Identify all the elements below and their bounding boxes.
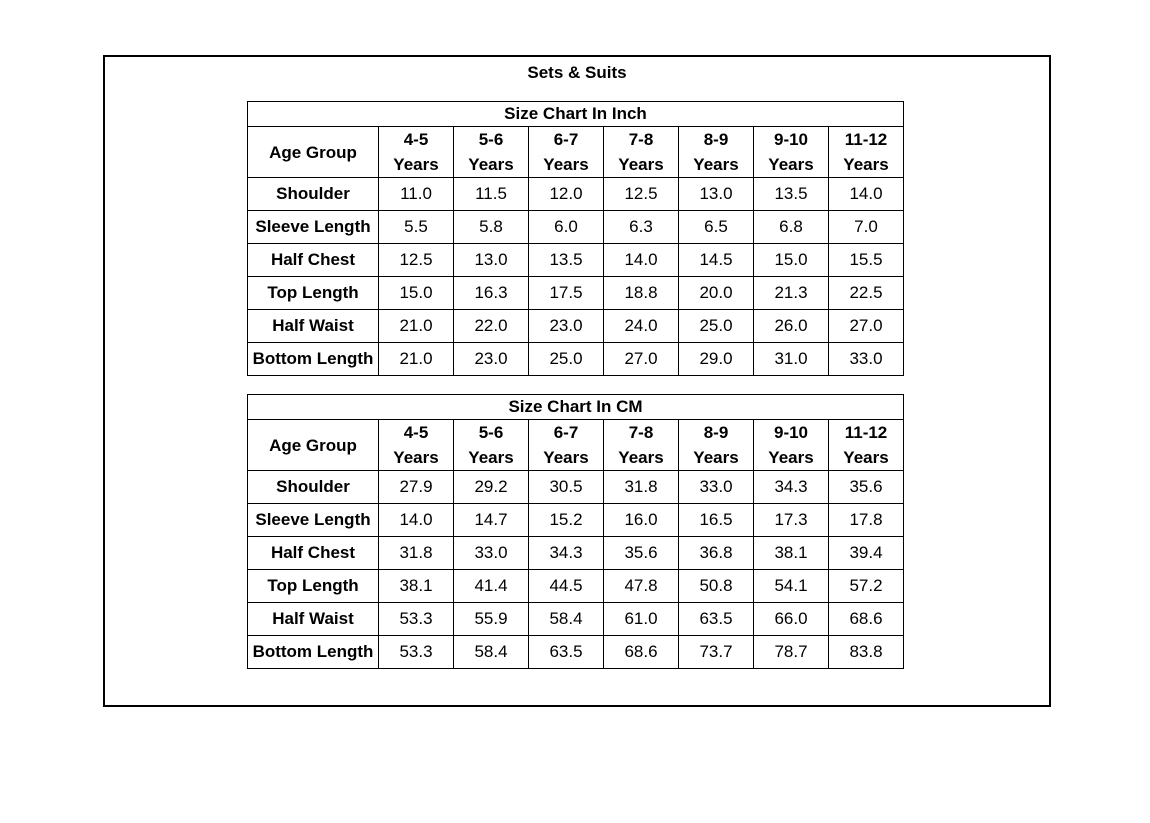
- table-row: [248, 537, 904, 570]
- age-group-column-header: [529, 420, 604, 471]
- table-header-row: [248, 127, 904, 178]
- age-unit: Years: [843, 155, 889, 174]
- measurement-value: 30.5: [529, 471, 604, 504]
- age-unit: Years: [618, 155, 664, 174]
- table-caption-row: [248, 102, 904, 127]
- age-group-header: Age Group: [248, 127, 379, 178]
- measurement-value: 5.5: [379, 211, 454, 244]
- measurement-value: 20.0: [679, 277, 754, 310]
- measurement-value: 14.0: [829, 178, 904, 211]
- age-range: 9-10: [773, 130, 809, 149]
- measurement-value: 18.8: [604, 277, 679, 310]
- table-row: [248, 277, 904, 310]
- measurement-value: 66.0: [754, 603, 829, 636]
- age-unit: Years: [618, 448, 664, 467]
- measurement-value: 47.8: [604, 570, 679, 603]
- measurement-value: 83.8: [829, 636, 904, 669]
- measurement-value: 12.5: [379, 244, 454, 277]
- measurement-value: 44.5: [529, 570, 604, 603]
- table-row: [248, 471, 904, 504]
- measurement-value: 16.0: [604, 504, 679, 537]
- measurement-value: 53.3: [379, 636, 454, 669]
- age-range: 11-12: [844, 423, 888, 442]
- measurement-value: 61.0: [604, 603, 679, 636]
- measurement-value: 78.7: [754, 636, 829, 669]
- table-row: [248, 178, 904, 211]
- age-group-column-header: [829, 127, 904, 178]
- document-title: Sets & Suits: [527, 63, 627, 82]
- age-range: 7-8: [628, 423, 654, 442]
- measurement-label: Half Chest: [248, 537, 379, 570]
- measurement-value: 15.2: [529, 504, 604, 537]
- age-group-column-header: [754, 127, 829, 178]
- measurement-value: 6.0: [529, 211, 604, 244]
- age-range: 4-5: [403, 130, 429, 149]
- measurement-value: 38.1: [379, 570, 454, 603]
- measurement-value: 13.5: [529, 244, 604, 277]
- measurement-value: 54.1: [754, 570, 829, 603]
- measurement-value: 21.3: [754, 277, 829, 310]
- measurement-value: 27.0: [604, 343, 679, 376]
- measurement-value: 14.0: [604, 244, 679, 277]
- measurement-value: 13.5: [754, 178, 829, 211]
- measurement-value: 39.4: [829, 537, 904, 570]
- measurement-value: 73.7: [679, 636, 754, 669]
- measurement-value: 13.0: [454, 244, 529, 277]
- age-range: 11-12: [844, 130, 888, 149]
- measurement-value: 35.6: [604, 537, 679, 570]
- measurement-label: Sleeve Length: [248, 504, 379, 537]
- table-row: [248, 504, 904, 537]
- age-range: 6-7: [553, 130, 579, 149]
- age-unit: Years: [393, 155, 439, 174]
- age-range: 9-10: [773, 423, 809, 442]
- measurement-value: 27.0: [829, 310, 904, 343]
- measurement-value: 21.0: [379, 343, 454, 376]
- measurement-value: 5.8: [454, 211, 529, 244]
- measurement-value: 41.4: [454, 570, 529, 603]
- age-group-column-header: [454, 420, 529, 471]
- age-group-column-header: [529, 127, 604, 178]
- measurement-value: 58.4: [529, 603, 604, 636]
- age-group-column-header: [604, 127, 679, 178]
- measurement-value: 14.5: [679, 244, 754, 277]
- measurement-value: 53.3: [379, 603, 454, 636]
- measurement-label: Half Waist: [248, 310, 379, 343]
- measurement-value: 22.0: [454, 310, 529, 343]
- measurement-label: Bottom Length: [248, 636, 379, 669]
- age-group-column-header: [679, 420, 754, 471]
- measurement-value: 23.0: [454, 343, 529, 376]
- table-row: [248, 603, 904, 636]
- age-group-column-header: [379, 127, 454, 178]
- measurement-label: Half Chest: [248, 244, 379, 277]
- measurement-value: 31.0: [754, 343, 829, 376]
- age-unit: Years: [843, 448, 889, 467]
- measurement-value: 25.0: [679, 310, 754, 343]
- measurement-value: 35.6: [829, 471, 904, 504]
- size-table-cm: [247, 394, 904, 669]
- measurement-label: Top Length: [248, 277, 379, 310]
- age-unit: Years: [768, 448, 814, 467]
- age-range: 4-5: [403, 423, 429, 442]
- measurement-value: 16.3: [454, 277, 529, 310]
- age-range: 7-8: [628, 130, 654, 149]
- measurement-value: 58.4: [454, 636, 529, 669]
- measurement-value: 14.7: [454, 504, 529, 537]
- age-group-column-header: [679, 127, 754, 178]
- measurement-value: 33.0: [829, 343, 904, 376]
- age-range: 6-7: [553, 423, 579, 442]
- measurement-value: 16.5: [679, 504, 754, 537]
- age-unit: Years: [543, 155, 589, 174]
- measurement-value: 68.6: [829, 603, 904, 636]
- measurement-value: 7.0: [829, 211, 904, 244]
- measurement-value: 63.5: [529, 636, 604, 669]
- age-group-column-header: [379, 420, 454, 471]
- measurement-value: 27.9: [379, 471, 454, 504]
- measurement-value: 17.3: [754, 504, 829, 537]
- measurement-value: 6.3: [604, 211, 679, 244]
- measurement-value: 57.2: [829, 570, 904, 603]
- measurement-value: 68.6: [604, 636, 679, 669]
- measurement-label: Shoulder: [248, 178, 379, 211]
- measurement-value: 22.5: [829, 277, 904, 310]
- age-range: 8-9: [703, 130, 729, 149]
- measurement-value: 33.0: [454, 537, 529, 570]
- table-row: [248, 211, 904, 244]
- measurement-value: 14.0: [379, 504, 454, 537]
- measurement-label: Shoulder: [248, 471, 379, 504]
- measurement-value: 29.0: [679, 343, 754, 376]
- size-chart-frame: [103, 55, 1051, 707]
- age-group-column-header: [454, 127, 529, 178]
- measurement-label: Bottom Length: [248, 343, 379, 376]
- age-range: 5-6: [478, 130, 504, 149]
- measurement-value: 11.0: [379, 178, 454, 211]
- measurement-value: 31.8: [379, 537, 454, 570]
- size-table-inch: [247, 101, 904, 376]
- age-group-column-header: [754, 420, 829, 471]
- table-caption: Size Chart In Inch: [248, 102, 904, 127]
- table-row: [248, 570, 904, 603]
- age-unit: Years: [768, 155, 814, 174]
- measurement-value: 17.8: [829, 504, 904, 537]
- measurement-value: 23.0: [529, 310, 604, 343]
- measurement-value: 55.9: [454, 603, 529, 636]
- table-caption-row: [248, 395, 904, 420]
- age-group-header: Age Group: [248, 420, 379, 471]
- age-unit: Years: [468, 155, 514, 174]
- measurement-value: 34.3: [754, 471, 829, 504]
- age-group-column-header: [829, 420, 904, 471]
- measurement-value: 26.0: [754, 310, 829, 343]
- measurement-value: 12.0: [529, 178, 604, 211]
- measurement-value: 63.5: [679, 603, 754, 636]
- measurement-value: 50.8: [679, 570, 754, 603]
- measurement-value: 6.5: [679, 211, 754, 244]
- table-row: [248, 636, 904, 669]
- measurement-value: 38.1: [754, 537, 829, 570]
- age-unit: Years: [393, 448, 439, 467]
- measurement-value: 31.8: [604, 471, 679, 504]
- measurement-value: 15.0: [754, 244, 829, 277]
- measurement-value: 25.0: [529, 343, 604, 376]
- age-group-column-header: [604, 420, 679, 471]
- measurement-label: Sleeve Length: [248, 211, 379, 244]
- measurement-value: 15.5: [829, 244, 904, 277]
- measurement-value: 34.3: [529, 537, 604, 570]
- measurement-value: 33.0: [679, 471, 754, 504]
- measurement-label: Half Waist: [248, 603, 379, 636]
- measurement-value: 6.8: [754, 211, 829, 244]
- age-unit: Years: [693, 155, 739, 174]
- measurement-value: 12.5: [604, 178, 679, 211]
- table-header-row: [248, 420, 904, 471]
- measurement-value: 17.5: [529, 277, 604, 310]
- table-row: [248, 310, 904, 343]
- measurement-value: 21.0: [379, 310, 454, 343]
- table-row: [248, 343, 904, 376]
- measurement-value: 29.2: [454, 471, 529, 504]
- age-range: 8-9: [703, 423, 729, 442]
- measurement-label: Top Length: [248, 570, 379, 603]
- measurement-value: 15.0: [379, 277, 454, 310]
- measurement-value: 11.5: [454, 178, 529, 211]
- age-range: 5-6: [478, 423, 504, 442]
- age-unit: Years: [468, 448, 514, 467]
- table-row: [248, 244, 904, 277]
- measurement-value: 24.0: [604, 310, 679, 343]
- age-unit: Years: [543, 448, 589, 467]
- age-unit: Years: [693, 448, 739, 467]
- table-caption: Size Chart In CM: [248, 395, 904, 420]
- measurement-value: 36.8: [679, 537, 754, 570]
- measurement-value: 13.0: [679, 178, 754, 211]
